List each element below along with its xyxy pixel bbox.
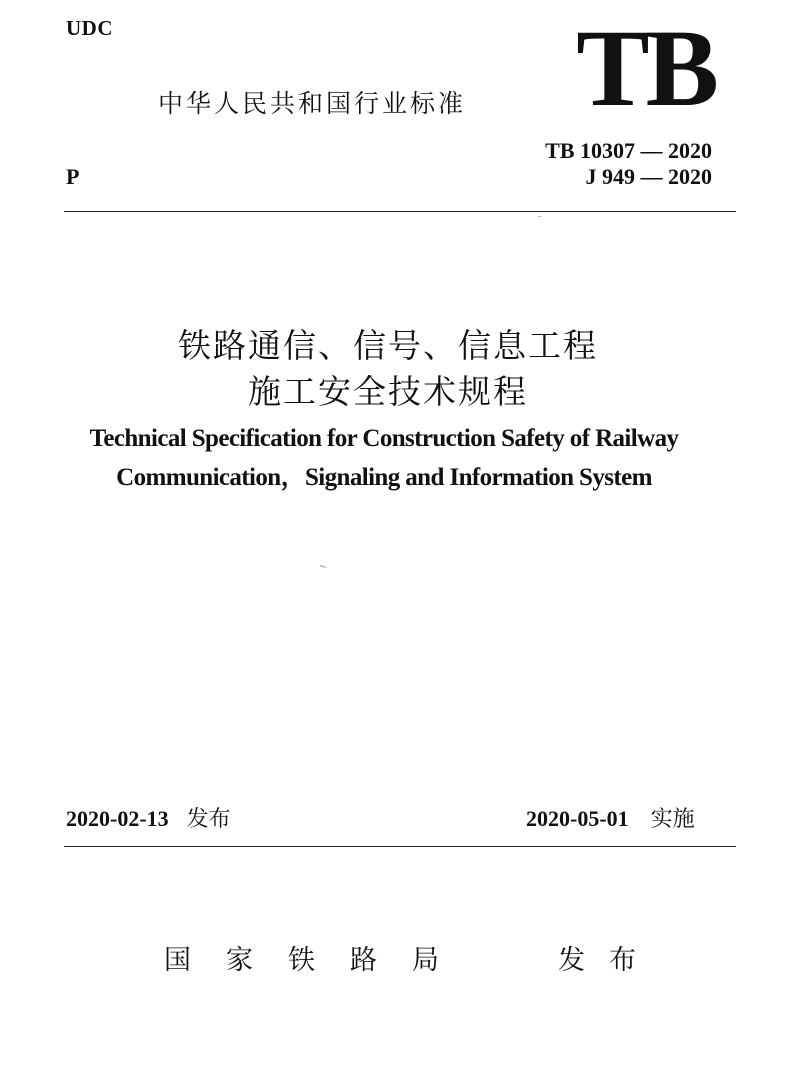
classification-letter: P [66,164,80,189]
standard-type-heading: 中华人民共和国行业标准 [158,89,467,118]
implement-label: 实施 [650,807,695,832]
print-speck [320,565,326,568]
udc-label: UDC [66,16,113,40]
registration-code: J 949 — 2020 [585,164,712,189]
issue-date: 2020-02-13 [66,806,169,831]
bottom-divider [64,846,736,847]
implement-date: 2020-05-01 [526,806,629,831]
issue-date-block [66,802,231,833]
print-speck [538,216,541,217]
issue-label: 发布 [186,807,231,832]
top-divider [64,211,736,212]
publish-word: 发布 [558,945,660,976]
title-en-line1: Technical Specification for Construction Safety of Railway [89,425,679,452]
tb-logo: TB [576,7,715,129]
standard-code: TB 10307 — 2020 [545,138,712,163]
title-cn-line2: 施工安全技术规程 [248,372,528,411]
implement-date-block [526,802,695,833]
title-cn-line1: 铁路通信、信号、信息工程 [178,326,598,365]
publisher-name: 国家铁路局 [164,945,474,976]
title-en-line2: Communication，Signaling and Information System [116,464,652,491]
